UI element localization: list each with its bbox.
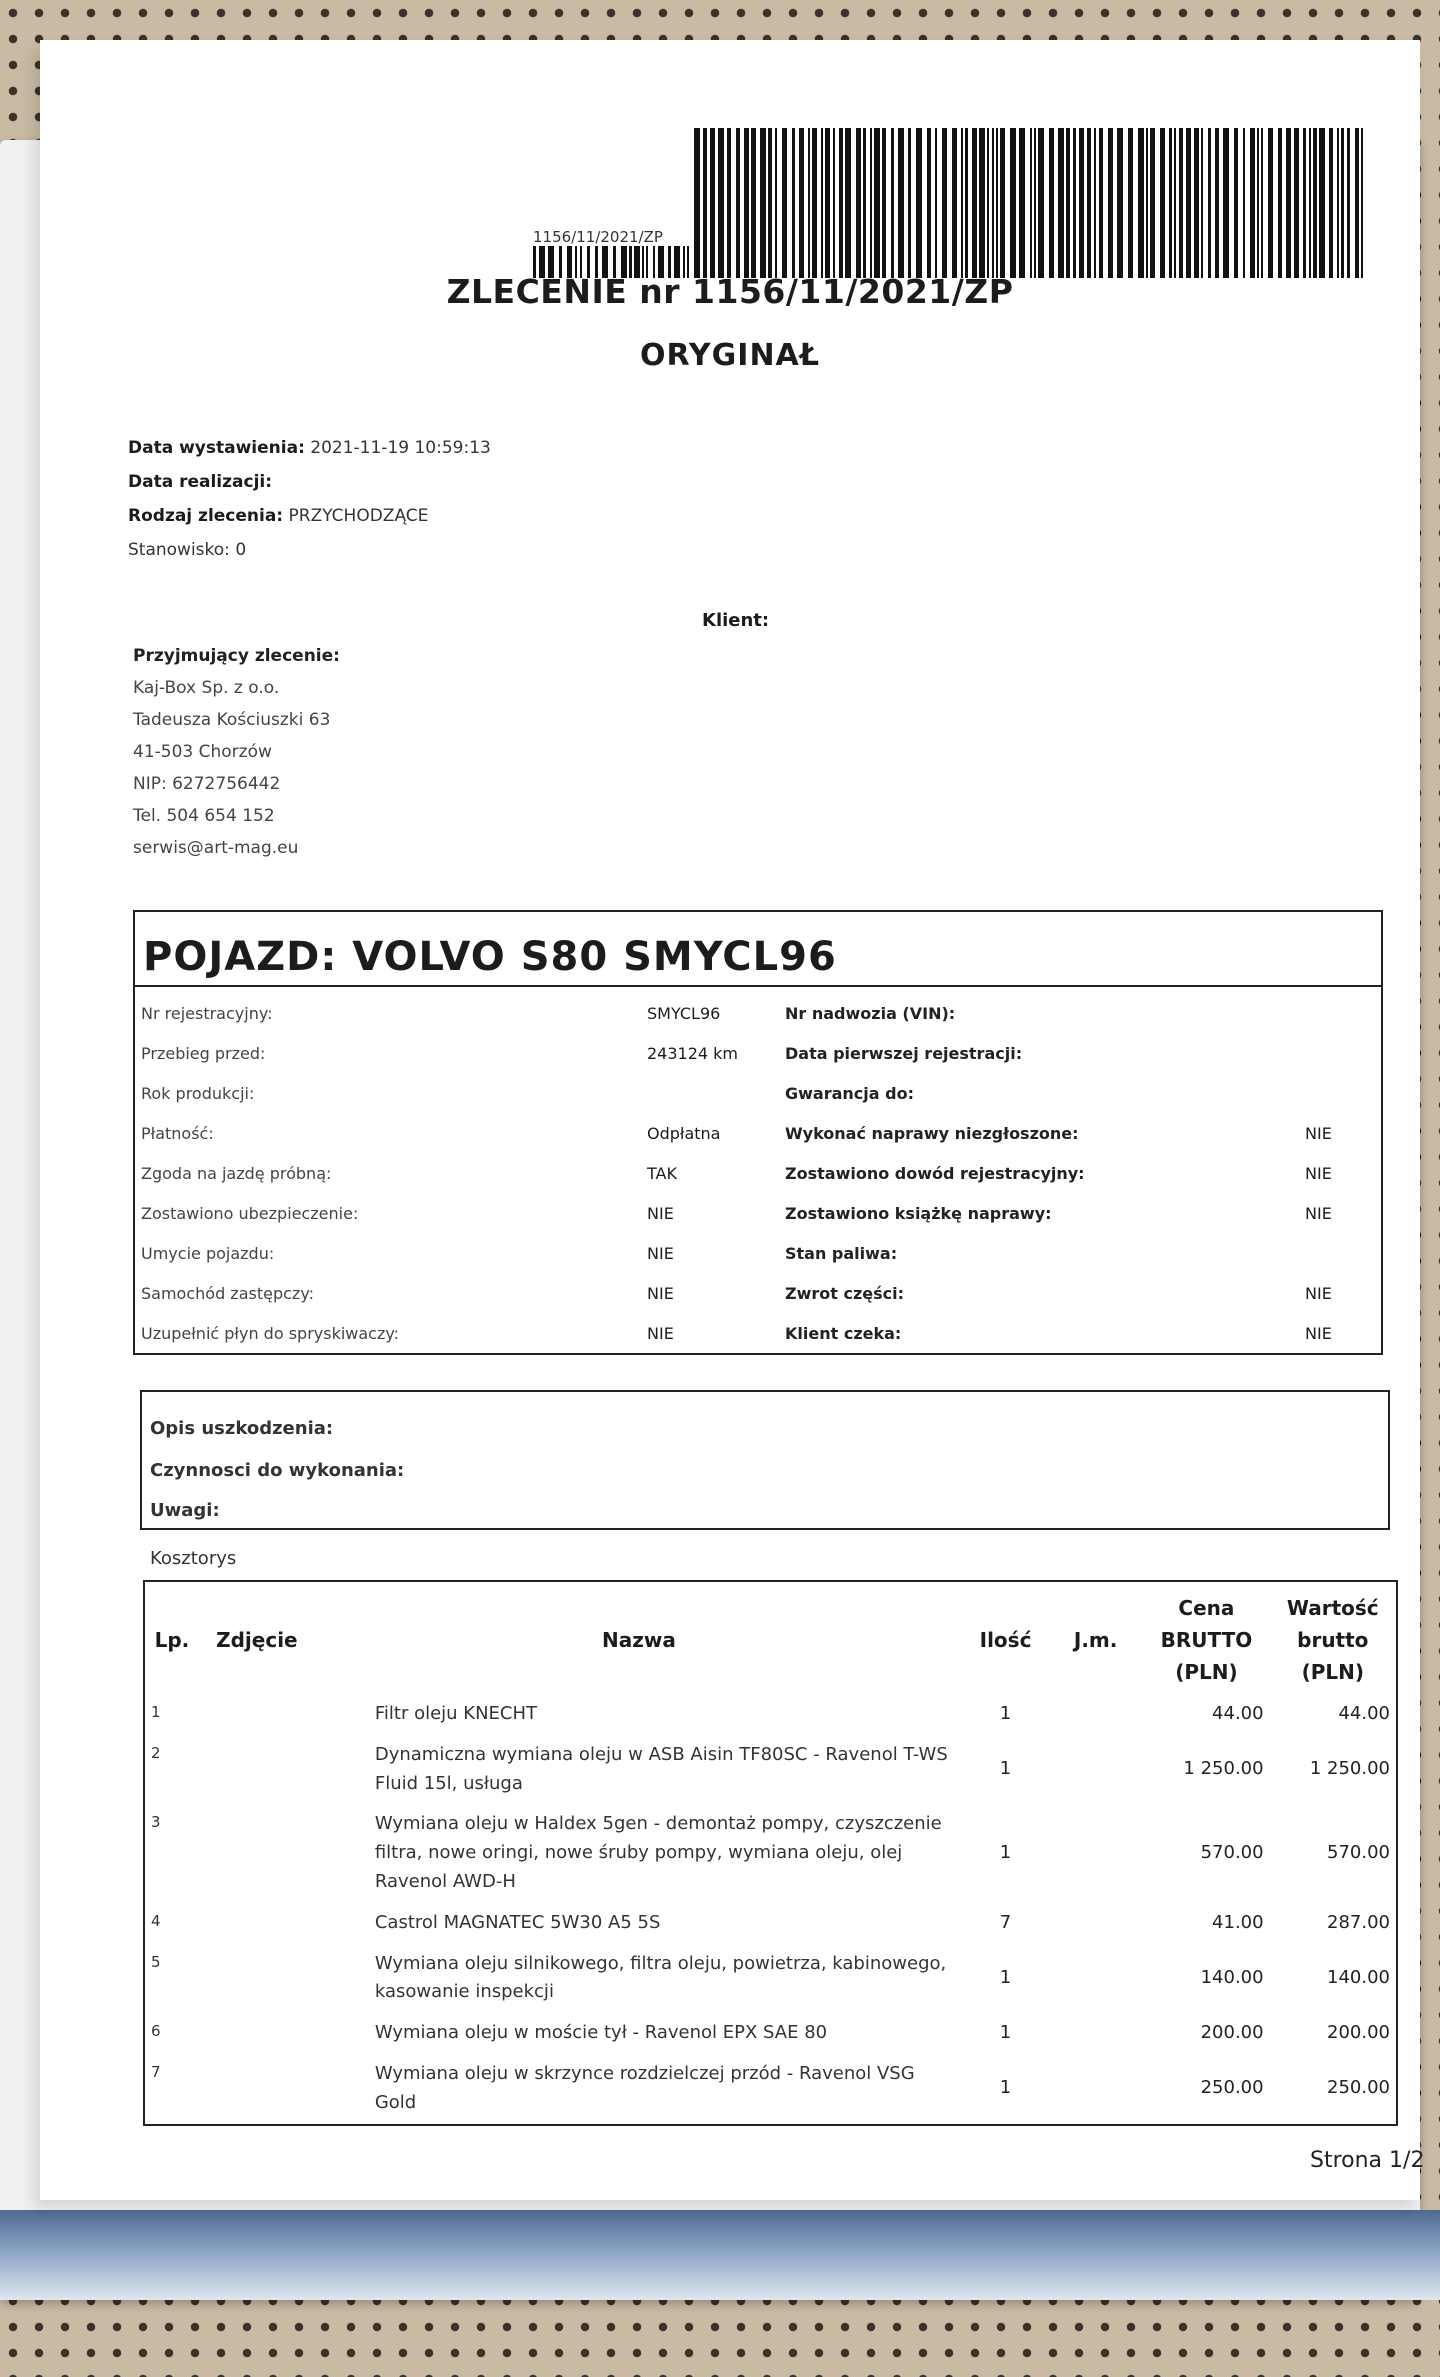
barcode-bar xyxy=(1309,128,1311,278)
col-price: Cena BRUTTO (PLN) xyxy=(1160,1596,1253,1684)
receiver-email: serwis@art-mag.eu xyxy=(133,838,299,858)
table-row xyxy=(144,1804,1397,1902)
table-row xyxy=(144,2054,1397,2125)
vehicle-field-label: Umycie pojazdu: xyxy=(141,1244,275,1263)
barcode-bar xyxy=(1073,128,1076,278)
col-unit: J.m. xyxy=(1073,1628,1118,1652)
row-unit xyxy=(1048,1903,1143,1944)
vehicle-field-label: Zostawiono książkę naprawy: xyxy=(785,1204,1052,1223)
barcode-bar xyxy=(1347,128,1350,278)
row-unit xyxy=(1048,1694,1143,1735)
barcode-bar xyxy=(839,128,843,278)
row-value: 140.00 xyxy=(1327,1966,1390,1988)
barcode-bar xyxy=(821,128,823,278)
vehicle-field-label: Zostawiono ubezpieczenie: xyxy=(141,1204,359,1223)
description-section xyxy=(140,1390,1390,1530)
barcode-bar xyxy=(1049,128,1054,278)
order-type-row xyxy=(128,506,428,526)
station-row xyxy=(128,540,246,560)
barcode-bar xyxy=(1313,128,1317,278)
barcode-bar xyxy=(942,128,947,278)
damage-label: Opis uszkodzenia: xyxy=(150,1418,334,1439)
barcode-bar xyxy=(799,128,804,278)
barcode-bar xyxy=(1179,128,1183,278)
row-lp: 4 xyxy=(151,1911,161,1930)
barcode-bar xyxy=(1201,128,1203,278)
row-value: 287.00 xyxy=(1327,1911,1390,1933)
row-photo xyxy=(199,1804,315,1902)
barcode-bar xyxy=(952,128,957,278)
cost-table xyxy=(143,1580,1398,2126)
page-number: Strona 1/2 xyxy=(1310,2148,1425,2173)
barcode-bar xyxy=(1087,128,1091,278)
barcode-bar xyxy=(1034,128,1036,278)
barcode-bar xyxy=(898,128,904,278)
vehicle-field-label: Samochód zastępczy: xyxy=(141,1284,315,1303)
row-value: 200.00 xyxy=(1327,2022,1390,2044)
vehicle-field-label: Płatność: xyxy=(141,1124,214,1143)
station-label: Stanowisko: xyxy=(128,540,230,560)
row-value: 250.00 xyxy=(1327,2077,1390,2099)
barcode-bar xyxy=(972,128,977,278)
col-value: Wartość brutto (PLN) xyxy=(1286,1596,1379,1684)
barcode-bar xyxy=(760,128,766,278)
completion-date-row xyxy=(128,472,272,492)
row-name: Wymiana oleju w skrzynce rozdzielczej przód - Ravenol VSG Gold xyxy=(374,2062,915,2113)
barcode-bar xyxy=(1294,128,1299,278)
row-value: 1 250.00 xyxy=(1309,1758,1390,1780)
vehicle-field-label: Zwrot części: xyxy=(785,1284,905,1303)
barcode-bar xyxy=(891,128,894,278)
client-label: Klient: xyxy=(702,610,770,631)
issue-date-label: Data wystawienia: xyxy=(128,438,305,458)
row-lp: 5 xyxy=(151,1952,161,1971)
vehicle-field-value: NIE xyxy=(1305,1324,1332,1343)
table-row xyxy=(144,2013,1397,2054)
barcode-bar xyxy=(961,128,963,278)
barcode-bar xyxy=(870,128,872,278)
barcode-bar xyxy=(1138,128,1144,278)
barcode-bar xyxy=(882,128,886,278)
table-row xyxy=(144,1694,1397,1735)
barcode-bar xyxy=(1223,128,1229,278)
barcode-bar xyxy=(1268,128,1273,278)
barcode-bar xyxy=(727,128,731,278)
table-row xyxy=(144,1735,1397,1805)
col-name: Nazwa xyxy=(602,1628,676,1652)
vehicle-field-label: Data pierwszej rejestracji: xyxy=(785,1044,1023,1063)
issue-date-row xyxy=(128,438,491,458)
row-unit xyxy=(1048,1944,1143,2014)
receiver-street: Tadeusza Kościuszki 63 xyxy=(133,710,331,730)
row-unit xyxy=(1048,2013,1143,2054)
barcode-bar xyxy=(833,128,835,278)
barcode-bar xyxy=(1194,128,1199,278)
barcode-bar xyxy=(812,128,817,278)
row-photo xyxy=(199,2013,315,2054)
vehicle-field-value: NIE xyxy=(647,1204,674,1223)
barcode-bar xyxy=(1066,128,1070,278)
row-qty: 1 xyxy=(999,2022,1012,2044)
barcode-bar xyxy=(718,128,724,278)
barcode-bar xyxy=(992,128,994,278)
row-price: 44.00 xyxy=(1212,1703,1264,1724)
vehicle-section xyxy=(133,910,1383,1355)
barcode-bar xyxy=(703,128,707,278)
order-type-label: Rodzaj zlecenia: xyxy=(128,506,284,526)
vehicle-field-value: NIE xyxy=(647,1244,674,1263)
barcode-bar xyxy=(1099,128,1103,278)
row-qty: 1 xyxy=(999,2077,1012,2099)
barcode-bar xyxy=(744,128,749,278)
row-price: 200.00 xyxy=(1200,2022,1264,2044)
vehicle-field-value: NIE xyxy=(647,1284,674,1303)
row-photo xyxy=(199,1903,315,1944)
vehicle-field-label: Zostawiono dowód rejestracyjny: xyxy=(785,1164,1085,1183)
barcode-bar xyxy=(751,128,756,278)
barcode-bar xyxy=(1128,128,1133,278)
receiver-label: Przyjmujący zlecenie: xyxy=(133,646,340,666)
barcode-bar xyxy=(1010,128,1016,278)
row-price: 1 250.00 xyxy=(1183,1758,1264,1780)
notes-label: Uwagi: xyxy=(150,1500,220,1521)
vehicle-field-label: Uzupełnić płyn do spryskiwaczy: xyxy=(141,1324,400,1343)
barcode-bar xyxy=(1278,128,1282,278)
row-lp: 6 xyxy=(151,2022,161,2041)
barcode-bar xyxy=(1303,128,1306,278)
barcode-bar xyxy=(775,128,777,278)
barcode-bar xyxy=(1361,128,1363,278)
barcode-bar xyxy=(1160,128,1165,278)
barcode-bar xyxy=(1257,128,1259,278)
barcode-bar xyxy=(1329,128,1333,278)
row-name: Filtr oleju KNECHT xyxy=(374,1703,538,1724)
barcode-bar xyxy=(1337,128,1339,278)
vehicle-field-label: Wykonać naprawy niezgłoszone: xyxy=(785,1124,1079,1143)
barcode-bar xyxy=(825,128,830,278)
row-photo xyxy=(199,1735,315,1805)
vehicle-field-label: Nr rejestracyjny: xyxy=(141,1004,273,1023)
row-photo xyxy=(199,2054,315,2125)
vehicle-field-value: NIE xyxy=(1305,1284,1332,1303)
row-name: Wymiana oleju w moście tył - Ravenol EPX SAE 80 xyxy=(374,2022,828,2044)
barcode-bar xyxy=(908,128,911,278)
completion-date-label: Data realizacji: xyxy=(128,472,273,492)
barcode-bar xyxy=(856,128,861,278)
barcode-bar xyxy=(1169,128,1172,278)
cost-estimate-label: Kosztorys xyxy=(150,1548,237,1569)
barcode-bar xyxy=(736,128,740,278)
vehicle-field-value: NIE xyxy=(1305,1204,1332,1223)
barcode-bar xyxy=(1286,128,1291,278)
barcode-bar xyxy=(996,128,998,278)
barcode-bar xyxy=(965,128,968,278)
barcode-bar xyxy=(845,128,851,278)
station-value: 0 xyxy=(235,540,247,560)
receiver-phone: Tel. 504 654 152 xyxy=(133,806,275,826)
barcode-bar xyxy=(782,128,787,278)
row-price: 41.00 xyxy=(1212,1911,1264,1933)
row-qty: 1 xyxy=(999,1842,1012,1864)
document-sheet xyxy=(40,40,1425,2200)
vehicle-field-label: Rok produkcji: xyxy=(141,1084,255,1103)
barcode-bar xyxy=(1234,128,1238,278)
barcode-bar xyxy=(808,128,810,278)
order-type-value: PRZYCHODZĄCE xyxy=(288,506,429,526)
barcode-bar xyxy=(987,128,989,278)
row-price: 140.00 xyxy=(1200,1966,1264,1988)
vehicle-field-value: TAK xyxy=(647,1164,677,1183)
barcode-bar xyxy=(863,128,866,278)
vehicle-field-value: NIE xyxy=(1305,1164,1332,1183)
table-row xyxy=(144,1903,1397,1944)
barcode-bar xyxy=(1319,128,1325,278)
vehicle-header: POJAZD: VOLVO S80 SMYCL96 xyxy=(135,912,1381,987)
vehicle-field-value: NIE xyxy=(647,1324,674,1343)
col-qty: Ilość xyxy=(979,1628,1032,1652)
receiver-city: 41-503 Chorzów xyxy=(133,742,272,762)
barcode-label: 1156/11/2021/ZP xyxy=(533,228,663,246)
row-lp: 3 xyxy=(151,1813,161,1832)
vehicle-field-value: SMYCL96 xyxy=(647,1004,721,1023)
barcode-bar xyxy=(694,128,700,278)
barcode-bar xyxy=(927,128,931,278)
issue-date-value: 2021-11-19 10:59:13 xyxy=(310,438,491,458)
receiver-name: Kaj-Box Sp. z o.o. xyxy=(133,678,280,698)
barcode-bar xyxy=(1341,128,1344,278)
row-unit xyxy=(1048,2054,1143,2125)
barcode-icon xyxy=(533,128,1363,278)
row-value: 44.00 xyxy=(1338,1703,1390,1724)
row-qty: 7 xyxy=(999,1911,1012,1933)
vehicle-field-label: Klient czeka: xyxy=(785,1324,902,1343)
barcode-bar xyxy=(874,128,880,278)
order-title: ZLECENIE nr 1156/11/2021/ZP xyxy=(446,272,1014,311)
barcode-bar xyxy=(1215,128,1219,278)
folder-edge xyxy=(0,2210,1440,2300)
vehicle-field-value: NIE xyxy=(1305,1124,1332,1143)
receiver-nip: NIP: 6272756442 xyxy=(133,774,281,794)
row-lp: 1 xyxy=(151,1703,161,1721)
vehicle-field-label: Nr nadwozia (VIN): xyxy=(785,1004,956,1023)
row-lp: 2 xyxy=(151,1743,161,1762)
barcode-bar xyxy=(916,128,922,278)
barcode-bar xyxy=(1038,128,1044,278)
tasks-label: Czynnosci do wykonania: xyxy=(150,1460,405,1481)
row-photo xyxy=(199,1944,315,2014)
barcode-bar xyxy=(1243,128,1245,278)
barcode-bar xyxy=(1019,128,1025,278)
barcode-bar xyxy=(1150,128,1155,278)
barcode-bar xyxy=(1261,128,1263,278)
vehicle-field-label: Zgoda na jazdę próbną: xyxy=(141,1164,332,1183)
barcode-bar xyxy=(710,128,715,278)
row-lp: 7 xyxy=(151,2062,161,2081)
barcode-bar xyxy=(1058,128,1064,278)
row-qty: 1 xyxy=(999,1966,1012,1988)
vehicle-field-value: 243124 km xyxy=(647,1044,739,1063)
row-price: 250.00 xyxy=(1200,2077,1264,2099)
row-name: Dynamiczna wymiana oleju w ASB Aisin TF80SC - Ravenol T-WS Fluid 15l, usługa xyxy=(374,1743,948,1794)
barcode-bar xyxy=(1186,128,1191,278)
barcode-bar xyxy=(1079,128,1084,278)
vehicle-field-label: Stan paliwa: xyxy=(785,1244,898,1263)
row-unit xyxy=(1048,1804,1143,1902)
row-name: Castrol MAGNATEC 5W30 A5 5S xyxy=(374,1911,661,1933)
barcode-bar xyxy=(935,128,937,278)
barcode-bar xyxy=(1117,128,1123,278)
barcode-bar xyxy=(1094,128,1096,278)
barcode-bar xyxy=(1030,128,1032,278)
barcode-bar xyxy=(979,128,985,278)
row-name: Wymiana oleju silnikowego, filtra oleju, powietrza, kabinowego, kasowanie inspekcji xyxy=(374,1952,947,2003)
barcode-bar xyxy=(1208,128,1211,278)
vehicle-field-value: Odpłatna xyxy=(647,1124,721,1143)
row-qty: 1 xyxy=(999,1758,1012,1780)
barcode-bar xyxy=(1250,128,1255,278)
barcode-bar xyxy=(768,128,772,278)
barcode-bar xyxy=(1000,128,1005,278)
col-lp: Lp. xyxy=(154,1628,190,1652)
barcode-bar xyxy=(1108,128,1113,278)
barcode-bar xyxy=(1146,128,1148,278)
row-name: Wymiana oleju w Haldex 5gen - demontaż pompy, czyszczenie filtra, nowe oringi, nowe śruby pompy, wymiana oleju, olej Ravenol AWD-H xyxy=(374,1813,942,1892)
row-qty: 1 xyxy=(999,1703,1012,1724)
vehicle-field-label: Gwarancja do: xyxy=(785,1084,914,1103)
vehicle-field-label: Przebieg przed: xyxy=(141,1044,266,1063)
row-photo xyxy=(199,1694,315,1735)
barcode-bar xyxy=(1355,128,1359,278)
barcode-bar xyxy=(1174,128,1176,278)
barcode-bar xyxy=(792,128,795,278)
row-unit xyxy=(1048,1735,1143,1805)
row-value: 570.00 xyxy=(1327,1842,1390,1864)
order-subtitle: ORYGINAŁ xyxy=(639,338,821,373)
col-photo: Zdjęcie xyxy=(216,1628,298,1652)
table-row xyxy=(144,1944,1397,2014)
cost-table-header xyxy=(144,1581,1397,1694)
row-price: 570.00 xyxy=(1200,1842,1264,1864)
